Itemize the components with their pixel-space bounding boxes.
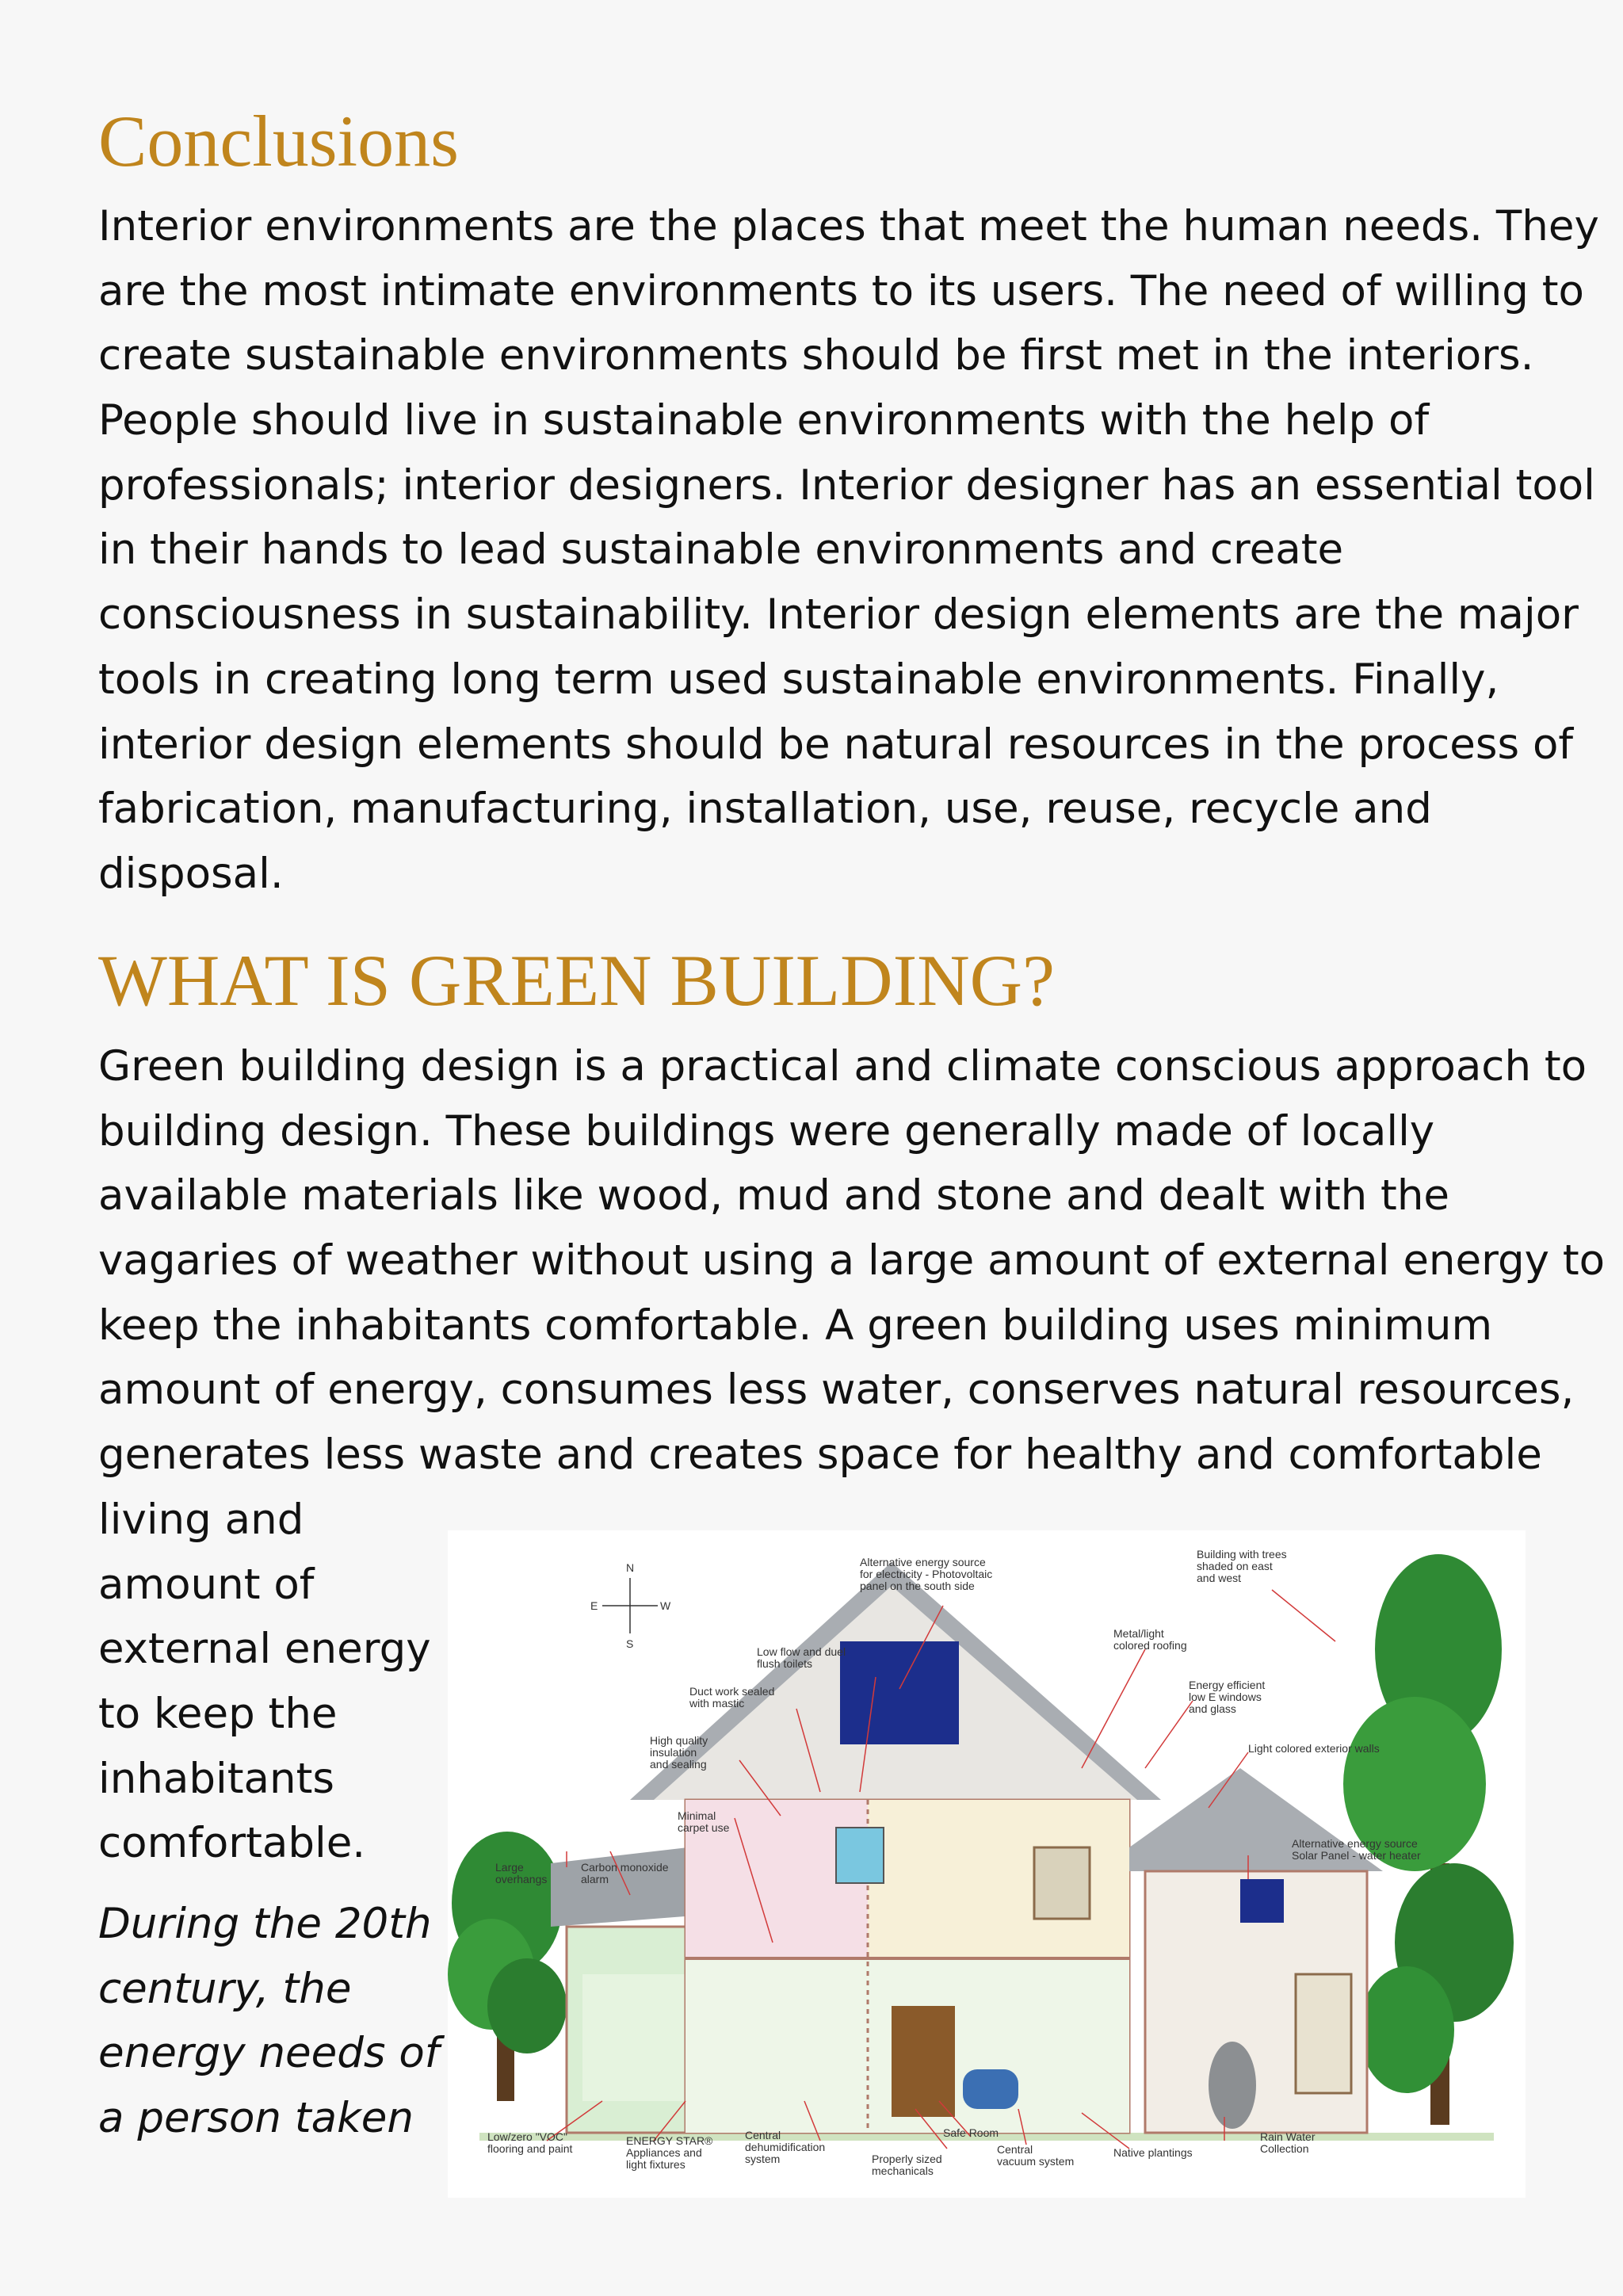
label-energy-star xyxy=(626,2134,713,2171)
label-line: panel on the south side xyxy=(860,1580,975,1592)
text-line: Interior environments are the places that meet the human needs. They xyxy=(98,202,1599,250)
label-line: Light colored exterior walls xyxy=(1248,1742,1380,1755)
text-line: fabrication, manufacturing, installation, use, reuse, recycle and xyxy=(98,785,1432,834)
text-line: interior design elements should be natural resources in the process of xyxy=(98,720,1574,769)
text-line: Green building design is a practical and climate conscious approach to xyxy=(98,1042,1587,1091)
label-windows xyxy=(1189,1679,1265,1715)
house-main-body xyxy=(630,1562,1161,2133)
conclusions-paragraph xyxy=(98,194,1599,907)
label-line: light fixtures xyxy=(626,2158,685,2171)
text-line: comfortable. xyxy=(98,1819,366,1868)
label-line: system xyxy=(745,2153,781,2165)
label-line: for electricity - Photovoltaic xyxy=(860,1568,993,1580)
label-line: Energy efficient xyxy=(1189,1679,1266,1691)
text-line: generates less waste and creates space for healthy and comfortable xyxy=(98,1431,1542,1480)
text-line: tools in creating long term used sustainable environments. Finally, xyxy=(98,655,1499,704)
compass-e: E xyxy=(590,1599,598,1612)
compass-n: N xyxy=(626,1561,635,1574)
label-alt-energy-pv xyxy=(860,1556,992,1592)
roof-solar-panel xyxy=(840,1641,959,1744)
house-right-wing xyxy=(1129,1768,1383,2133)
label-trees-shade xyxy=(1197,1548,1287,1584)
text-line: amount of energy, consumes less water, conserves natural resources, xyxy=(98,1366,1575,1415)
label-line: alarm xyxy=(581,1873,609,1885)
label-line: Metal/light xyxy=(1113,1627,1164,1640)
text-line: a person taken xyxy=(98,2094,414,2143)
label-line: ENERGY STAR® xyxy=(626,2134,713,2147)
text-line: professionals; interior designers. Interior designer has an essential tool xyxy=(98,460,1595,510)
label-line: High quality xyxy=(650,1734,708,1747)
label-line: with mastic xyxy=(689,1697,745,1710)
label-line: flush toilets xyxy=(757,1657,813,1670)
label-line: Alternative energy source xyxy=(1292,1837,1418,1850)
label-line: dehumidification xyxy=(745,2141,826,2153)
italic-text-column xyxy=(98,1892,440,2151)
text-line: vagaries of weather without using a large amount of external energy to xyxy=(98,1236,1606,1286)
label-line: overhangs xyxy=(495,1873,548,1885)
label-line: Properly sized xyxy=(872,2153,942,2165)
label-line: Carbon monoxide xyxy=(581,1861,669,1874)
label-line: mechanicals xyxy=(872,2164,934,2177)
label-line: Low flow and duel xyxy=(757,1645,846,1658)
label-line: Solar Panel - water heater xyxy=(1292,1849,1421,1862)
text-line: People should live in sustainable environments with the help of xyxy=(98,396,1430,445)
text-line: During the 20th xyxy=(98,1900,432,1948)
label-line: low E windows xyxy=(1189,1690,1262,1703)
green-building-paragraph xyxy=(98,1034,1606,1488)
label-line: and sealing xyxy=(650,1758,707,1771)
label-line: vacuum system xyxy=(997,2155,1075,2168)
label-vacuum xyxy=(997,2143,1074,2168)
label-line: carpet use xyxy=(678,1821,730,1834)
text-line: disposal. xyxy=(98,849,284,898)
label-line: Native plantings xyxy=(1113,2146,1193,2159)
label-metal-roof xyxy=(1113,1627,1187,1652)
label-line: Duct work sealed xyxy=(689,1685,775,1698)
compass-s: S xyxy=(626,1637,634,1650)
label-line: Collection xyxy=(1260,2142,1309,2155)
text-line: amount of xyxy=(98,1560,315,1609)
text-line: living and xyxy=(98,1496,304,1544)
compass-w: W xyxy=(660,1599,671,1612)
label-line: Alternative energy source xyxy=(860,1556,986,1568)
text-line: are the most intimate environments to its users. The need of willing to xyxy=(98,266,1584,315)
text-line: create sustainable environments should be first met in the interiors. xyxy=(98,331,1534,380)
label-line: flooring and paint xyxy=(487,2142,573,2155)
label-voc xyxy=(487,2130,573,2155)
text-line: consciousness in sustainability. Interior design elements are the major xyxy=(98,590,1579,640)
label-line: Rain Water xyxy=(1260,2130,1316,2143)
label-line: Central xyxy=(997,2143,1033,2156)
compass-rose xyxy=(590,1561,671,1650)
text-line: keep the inhabitants comfortable. A green building uses minimum xyxy=(98,1301,1493,1350)
label-light-walls xyxy=(1248,1742,1380,1755)
green-house-diagram xyxy=(448,1530,1526,2198)
label-line: insulation xyxy=(650,1746,697,1759)
label-line: Building with trees xyxy=(1197,1548,1287,1561)
label-line: Safe Room xyxy=(943,2126,999,2139)
label-line: Minimal xyxy=(678,1809,716,1822)
label-line: Central xyxy=(745,2129,781,2141)
label-line: Large xyxy=(495,1861,524,1874)
text-line: in their hands to lead sustainable environments and create xyxy=(98,525,1344,575)
label-safe-room xyxy=(943,2126,999,2139)
text-line: building design. These buildings were generally made of locally xyxy=(98,1106,1435,1156)
label-rain xyxy=(1260,2130,1316,2155)
label-line: shaded on east xyxy=(1197,1560,1273,1572)
text-line: inhabitants xyxy=(98,1754,334,1803)
label-solar-water xyxy=(1292,1837,1421,1862)
text-line: energy needs of xyxy=(98,2029,440,2078)
wrapped-text-column xyxy=(98,1488,431,1876)
text-line: external energy xyxy=(98,1625,431,1674)
conclusions-heading: Conclusions xyxy=(98,101,459,181)
text-line: to keep the xyxy=(98,1690,338,1739)
label-line: Low/zero "VOC" xyxy=(487,2130,567,2143)
label-line: colored roofing xyxy=(1113,1639,1187,1652)
label-line: Appliances and xyxy=(626,2146,702,2159)
label-line: and glass xyxy=(1189,1702,1236,1715)
label-plantings xyxy=(1113,2146,1193,2159)
text-line: century, the xyxy=(98,1964,352,2013)
text-line: available materials like wood, mud and stone and dealt with the xyxy=(98,1171,1450,1221)
green-building-heading: WHAT IS GREEN BUILDING? xyxy=(98,940,1055,1021)
label-line: and west xyxy=(1197,1572,1242,1584)
label-mechanicals xyxy=(872,2153,942,2177)
